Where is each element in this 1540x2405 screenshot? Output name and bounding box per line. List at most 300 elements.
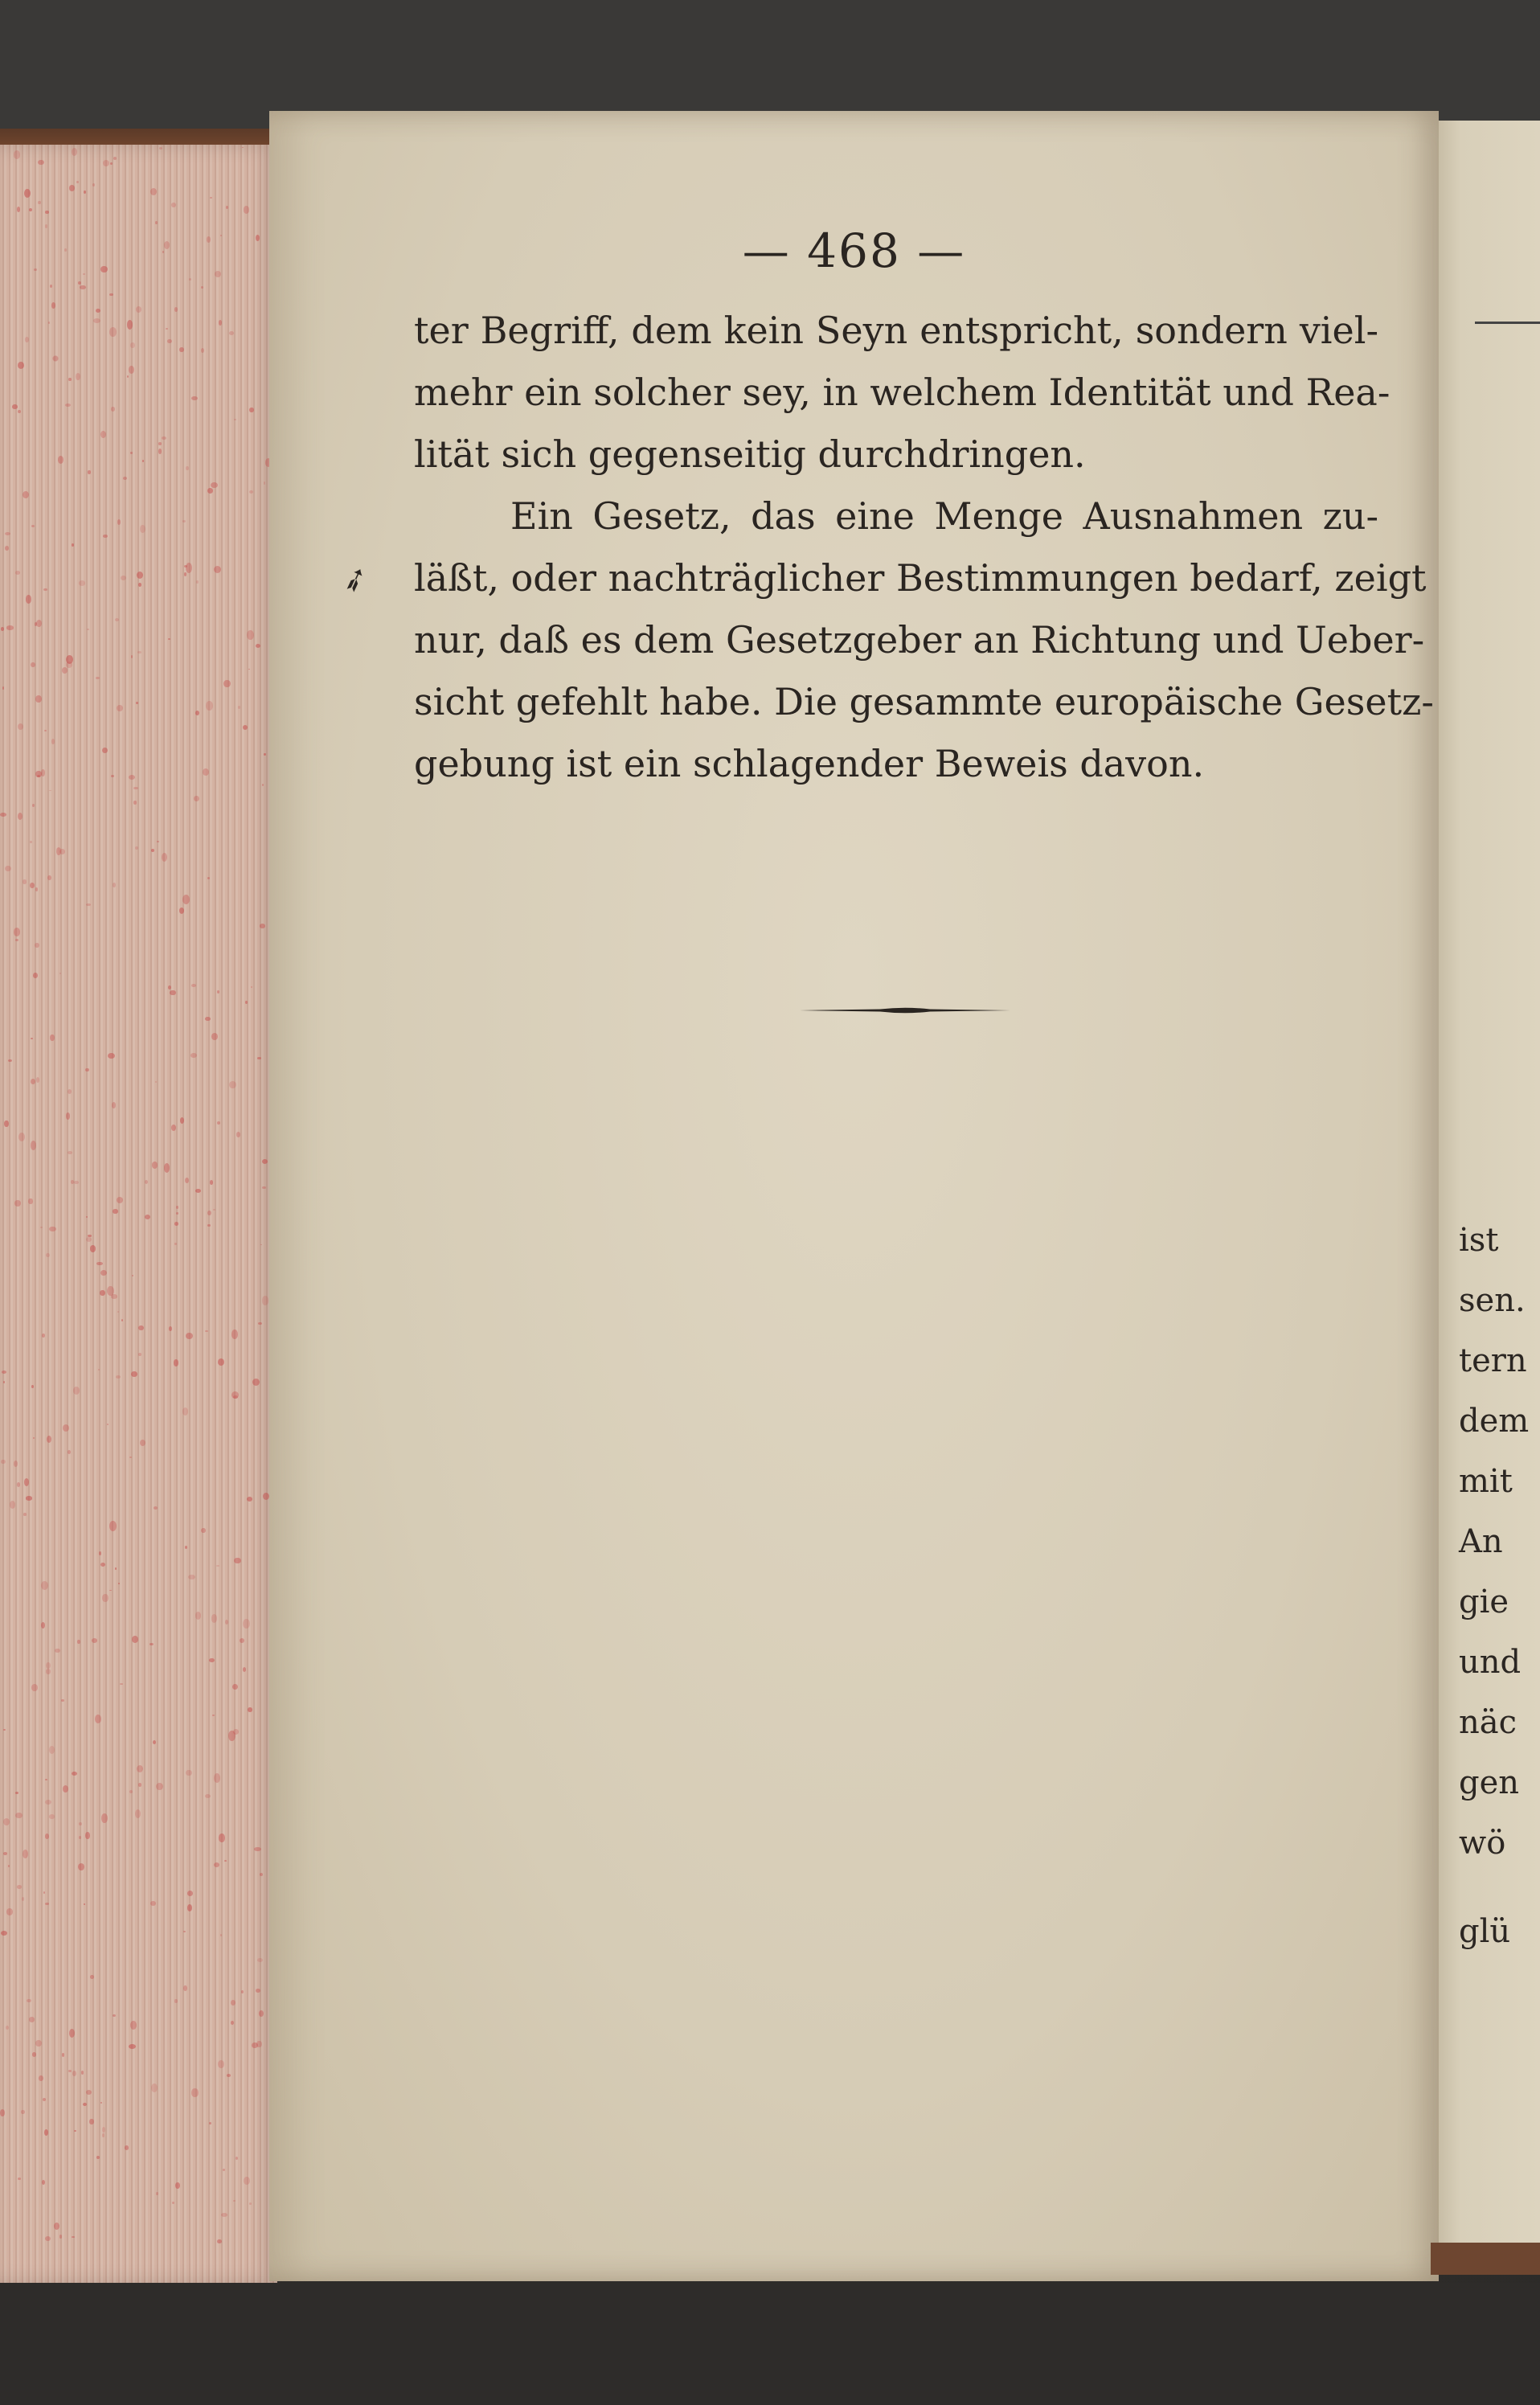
edge-speckle (66, 1112, 71, 1120)
edge-speckle (23, 1513, 26, 1516)
edge-speckle (129, 1457, 132, 1458)
edge-speckle (258, 1322, 262, 1325)
edge-speckle (245, 1001, 248, 1004)
edge-speckle (129, 775, 135, 780)
edge-speckle (162, 853, 167, 862)
edge-speckle (100, 2102, 103, 2104)
edge-speckle (51, 739, 55, 744)
edge-speckle (248, 1707, 252, 1713)
edge-speckle (99, 1551, 101, 1555)
edge-speckle (27, 1999, 31, 2003)
edge-speckle (3, 1818, 10, 1825)
edge-speckle (205, 1017, 211, 1021)
edge-speckle (227, 2074, 231, 2076)
edge-speckle (32, 2052, 37, 2057)
next-page-fragment: glü (1459, 1913, 1511, 1950)
edge-speckle (254, 1847, 261, 1852)
edge-speckle (15, 571, 20, 575)
edge-speckle (130, 452, 133, 453)
edge-speckle (0, 813, 6, 817)
edge-speckle (257, 1958, 263, 1962)
edge-speckle (190, 1053, 196, 1058)
edge-speckle (117, 1197, 124, 1203)
edge-speckle (36, 1077, 39, 1083)
edge-speckle (79, 580, 86, 585)
edge-speckle (151, 849, 154, 852)
edge-speckle (215, 271, 221, 277)
edge-speckle (117, 705, 123, 711)
edge-speckle (155, 221, 158, 224)
edge-speckle (232, 1684, 238, 1690)
edge-speckle (107, 1286, 114, 1296)
edge-speckle (12, 404, 17, 409)
text-line: lität sich gegenseitig durchdringen. (414, 432, 1086, 476)
edge-speckle (62, 2053, 64, 2057)
edge-speckle (24, 1478, 30, 1486)
edge-speckle (132, 1275, 133, 1276)
edge-speckle (117, 1311, 119, 1313)
edge-speckle (18, 410, 21, 413)
edge-speckle (49, 790, 51, 792)
edge-speckle (207, 236, 211, 242)
edge-speckle (109, 327, 117, 337)
text-line: nur, daß es dem Gesetzgeber an Richtung und Ueber- (414, 618, 1425, 662)
edge-speckle (249, 490, 253, 494)
edge-speckle (211, 482, 218, 488)
edge-speckle (211, 1614, 218, 1622)
edge-speckle (26, 1496, 33, 1500)
edge-speckle (244, 206, 250, 213)
edge-speckle (123, 477, 128, 480)
book-page (269, 111, 1439, 2281)
edge-speckle (68, 1151, 72, 1155)
edge-speckle (73, 1387, 80, 1395)
edge-speckle (64, 248, 67, 252)
edge-speckle (49, 1746, 55, 1754)
edge-speckle (76, 373, 80, 380)
edge-speckle (150, 1901, 156, 1906)
edge-speckle (101, 1813, 108, 1823)
edge-speckle (179, 347, 183, 352)
edge-speckle (187, 1891, 193, 1896)
edge-speckle (111, 775, 113, 777)
edge-speckle (243, 1667, 246, 1672)
edge-speckle (47, 875, 51, 881)
edge-speckle (41, 1622, 45, 1629)
edge-speckle (59, 2235, 63, 2239)
edge-speckle (120, 1683, 123, 1685)
edge-speckle (6, 2026, 9, 2030)
edge-speckle (43, 2098, 46, 2101)
edge-speckle (138, 1353, 141, 1356)
edge-speckle (242, 147, 244, 149)
edge-speckle (140, 1440, 145, 1446)
page-fore-edge (0, 145, 277, 2283)
text-line: gebung ist ein schlagender Beweis davon. (414, 742, 1205, 785)
edge-speckle (44, 2129, 49, 2136)
edge-speckle (72, 1772, 77, 1776)
edge-speckle (8, 1865, 10, 1867)
edge-speckle (30, 883, 35, 889)
edge-speckle (18, 813, 23, 820)
edge-speckle (42, 1334, 45, 1338)
edge-speckle (164, 241, 170, 248)
edge-speckle (83, 2103, 87, 2106)
edge-speckle (185, 1546, 187, 1549)
edge-speckle (264, 481, 265, 484)
edge-speckle (174, 1243, 177, 1245)
edge-speckle (21, 2110, 24, 2113)
next-page-fragment: und (1459, 1644, 1522, 1681)
edge-speckle (49, 1227, 55, 1231)
edge-speckle (55, 1649, 60, 1653)
text-line: mehr ein solcher sey, in welchem Identität und Rea- (414, 371, 1391, 414)
edge-speckle (46, 1253, 50, 1258)
edge-speckle (59, 973, 62, 975)
edge-speckle (231, 1330, 238, 1339)
edge-speckle (84, 191, 86, 194)
edge-speckle (195, 711, 199, 715)
edge-speckle (0, 2109, 5, 2116)
edge-speckle (247, 1497, 252, 1502)
edge-speckle (158, 442, 162, 445)
edge-speckle (132, 1636, 138, 1642)
edge-speckle (117, 519, 121, 524)
edge-speckle (183, 1985, 187, 1991)
edge-speckle (14, 1461, 18, 1467)
edge-speckle (86, 2090, 92, 2095)
edge-speckle (17, 1885, 22, 1888)
edge-speckle (174, 1359, 178, 1366)
edge-speckle (130, 342, 135, 349)
edge-speckle (150, 188, 157, 196)
edge-speckle (243, 725, 248, 730)
edge-speckle (233, 1729, 239, 1735)
edge-speckle (18, 2178, 21, 2180)
edge-speckle (69, 185, 75, 191)
edge-speckle (103, 160, 109, 166)
edge-speckle (182, 895, 190, 904)
edge-speckle (23, 491, 29, 499)
edge-speckle (231, 2021, 234, 2026)
edge-speckle (205, 1794, 211, 1798)
edge-speckle (6, 625, 14, 630)
next-page-fragment: gen (1459, 1764, 1520, 1801)
edge-speckle (186, 1770, 192, 1776)
edge-speckle (186, 563, 192, 573)
edge-speckle (26, 595, 31, 603)
book-cover-bottom (1431, 2243, 1540, 2275)
edge-speckle (113, 1209, 118, 1214)
edge-speckle (205, 1330, 208, 1333)
edge-speckle (203, 768, 209, 776)
edge-speckle (2, 1370, 7, 1374)
edge-speckle (35, 887, 39, 891)
edge-speckle (219, 1833, 224, 1842)
edge-speckle (188, 1575, 195, 1579)
edge-speckle (115, 618, 119, 621)
edge-speckle (45, 2236, 51, 2241)
edge-speckle (31, 1684, 38, 1691)
edge-speckle (3, 1852, 7, 1855)
edge-speckle (14, 150, 21, 159)
edge-speckle (33, 1437, 35, 1440)
edge-speckle (102, 748, 108, 753)
edge-speckle (18, 1133, 25, 1142)
edge-speckle (210, 197, 212, 199)
edge-speckle (1, 1460, 5, 1465)
edge-speckle (207, 488, 213, 494)
edge-speckle (35, 622, 37, 625)
edge-speckle (81, 2071, 84, 2075)
edge-speckle (102, 1594, 108, 1602)
edge-speckle (31, 525, 35, 527)
edge-speckle (98, 1369, 100, 1370)
edge-speckle (40, 1227, 42, 1228)
edge-speckle (4, 1121, 9, 1128)
edge-speckle (151, 2083, 158, 2092)
edge-speckle (172, 2202, 174, 2204)
edge-speckle (219, 320, 222, 326)
background-bottom (0, 2283, 1540, 2405)
edge-speckle (80, 285, 86, 289)
edge-speckle (168, 638, 171, 640)
edge-speckle (166, 328, 168, 330)
edge-speckle (113, 2014, 116, 2017)
edge-speckle (133, 787, 137, 789)
edge-speckle (39, 2075, 43, 2081)
edge-speckle (263, 1493, 269, 1501)
edge-speckle (47, 1436, 51, 1444)
edge-speckle (145, 1180, 148, 1184)
edge-speckle (5, 866, 11, 871)
edge-speckle (229, 331, 234, 335)
edge-speckle (185, 1178, 189, 1183)
edge-speckle (68, 378, 71, 381)
edge-speckle (170, 990, 175, 996)
edge-speckle (264, 753, 265, 756)
edge-speckle (223, 2169, 225, 2171)
edge-speckle (92, 1638, 97, 1643)
edge-speckle (115, 1567, 117, 1569)
edge-speckle (174, 1222, 178, 1225)
edge-speckle (135, 846, 138, 850)
edge-speckle (241, 1990, 244, 1993)
edge-speckle (214, 1773, 220, 1783)
edge-speckle (68, 1450, 71, 1454)
edge-speckle (180, 1117, 184, 1124)
edge-speckle (100, 1270, 107, 1276)
edge-speckle (50, 1035, 54, 1041)
edge-speckle (2, 686, 4, 690)
edge-speckle (221, 2213, 228, 2217)
edge-speckle (182, 520, 186, 522)
edge-speckle (259, 2010, 264, 2017)
edge-speckle (179, 908, 185, 914)
edge-speckle (189, 278, 192, 281)
edge-speckle (72, 2071, 76, 2076)
edge-speckle (56, 847, 61, 854)
edge-speckle (125, 2145, 129, 2149)
edge-speckle (121, 1319, 123, 1321)
edge-speckle (213, 1209, 215, 1211)
edge-speckle (96, 309, 100, 313)
edge-speckle (54, 2223, 59, 2231)
edge-speckle (68, 2070, 72, 2072)
edge-speckle (191, 2088, 198, 2096)
edge-speckle (229, 1081, 236, 1088)
edge-speckle (46, 1669, 51, 1674)
edge-speckle (220, 235, 222, 236)
edge-speckle (108, 1053, 115, 1059)
edge-speckle (176, 1206, 178, 1210)
edge-speckle (157, 841, 159, 842)
edge-speckle (212, 1715, 214, 1717)
text-line: ter Begriff, dem kein Seyn entspricht, sondern viel- (414, 309, 1378, 352)
edge-speckle (137, 572, 143, 579)
edge-speckle (217, 1121, 221, 1125)
edge-speckle (174, 1999, 178, 2003)
edge-speckle (130, 2021, 137, 2030)
edge-speckle (121, 576, 126, 580)
next-page-fragment: wö (1459, 1825, 1506, 1862)
edge-speckle (100, 266, 107, 272)
edge-speckle (17, 1482, 20, 1486)
edge-speckle (191, 984, 197, 987)
edge-speckle (3, 1381, 6, 1383)
edge-speckle (127, 320, 133, 329)
edge-speckle (100, 431, 106, 438)
edge-speckle (217, 990, 219, 993)
edge-speckle (131, 655, 133, 658)
edge-speckle (15, 1813, 23, 1819)
edge-speckle (41, 1581, 48, 1590)
edge-speckle (129, 366, 134, 375)
edge-speckle (113, 883, 117, 887)
next-page-fragment: An (1459, 1523, 1503, 1560)
edge-speckle (251, 986, 252, 989)
edge-speckle (158, 449, 162, 453)
edge-speckle (28, 1198, 32, 1205)
edge-speckle (136, 306, 141, 313)
edge-speckle (5, 532, 10, 535)
edge-speckle (262, 1186, 266, 1189)
next-page-fragment: ist (1459, 1222, 1499, 1259)
edge-speckle (43, 588, 47, 592)
edge-speckle (3, 1729, 6, 1731)
edge-speckle (154, 1506, 158, 1510)
edge-speckle (167, 339, 172, 344)
edge-speckle (207, 1224, 210, 1227)
edge-speckle (240, 1638, 244, 1643)
edge-speckle (252, 2042, 258, 2049)
edge-speckle (65, 404, 71, 407)
edge-speckle (85, 1068, 89, 1071)
edge-speckle (249, 408, 253, 412)
edge-speckle (77, 1640, 80, 1644)
edge-speckle (29, 208, 32, 211)
edge-speckle (207, 1211, 211, 1215)
edge-speckle (31, 662, 35, 667)
edge-speckle (58, 456, 63, 464)
edge-speckle (74, 1181, 78, 1184)
edge-speckle (87, 629, 89, 630)
edge-speckle (111, 407, 115, 411)
edge-speckle (30, 841, 32, 843)
edge-speckle (187, 1904, 192, 1911)
edge-speckle (109, 293, 113, 297)
page-text (414, 300, 1434, 795)
page-number: — 468 — (742, 223, 966, 278)
edge-speckle (45, 224, 48, 228)
edge-speckle (43, 1891, 45, 1894)
edge-speckle (42, 2180, 45, 2185)
edge-speckle (23, 1850, 28, 1858)
edge-speckle (48, 322, 51, 324)
edge-speckle (38, 201, 41, 205)
edge-speckle (217, 2239, 221, 2243)
edge-speckle (260, 1244, 262, 1245)
edge-speckle (164, 1163, 170, 1173)
edge-speckle (78, 281, 81, 285)
edge-speckle (76, 181, 78, 183)
edge-speckle (100, 1563, 105, 1567)
edge-speckle (195, 1612, 201, 1620)
edge-speckle (112, 1102, 116, 1108)
edge-speckle (131, 1371, 137, 1377)
edge-speckle (45, 1779, 47, 1780)
edge-speckle (195, 1189, 201, 1193)
edge-speckle (66, 655, 73, 664)
edge-speckle (252, 1379, 260, 1386)
edge-speckle (35, 2040, 42, 2047)
edge-speckle (156, 2192, 158, 2195)
edge-speckle (102, 2133, 105, 2137)
edge-speckle (79, 1822, 82, 1825)
edge-speckle (109, 1590, 112, 1592)
edge-speckle (218, 1358, 224, 1366)
edge-speckle (262, 784, 264, 786)
edge-speckle (211, 1033, 218, 1040)
edge-speckle (138, 1325, 144, 1330)
edge-speckle (206, 701, 213, 711)
edge-speckle (191, 396, 198, 400)
edge-speckle (249, 2202, 252, 2204)
edge-speckle (138, 583, 141, 588)
edge-speckle (63, 1424, 69, 1432)
edge-speckle (45, 1800, 51, 1805)
next-page-fragment: näc (1459, 1704, 1517, 1741)
edge-speckle (33, 973, 38, 978)
edge-speckle (44, 730, 47, 731)
edge-speckle (31, 1385, 34, 1388)
edge-speckle (135, 1809, 141, 1819)
edge-speckle (85, 1832, 90, 1839)
edge-speckle (24, 189, 31, 198)
edge-speckle (45, 211, 49, 215)
edge-speckle (184, 572, 187, 576)
edge-speckle (103, 535, 108, 538)
edge-speckle (72, 2236, 75, 2239)
edge-speckle (209, 1658, 215, 1662)
edge-speckle (260, 924, 265, 928)
next-page-leaf (1427, 121, 1540, 2275)
edge-speckle (18, 362, 24, 368)
edge-speckle (93, 318, 100, 323)
edge-speckle (129, 2044, 136, 2049)
edge-speckle (175, 2182, 180, 2189)
edge-speckle (234, 419, 236, 420)
